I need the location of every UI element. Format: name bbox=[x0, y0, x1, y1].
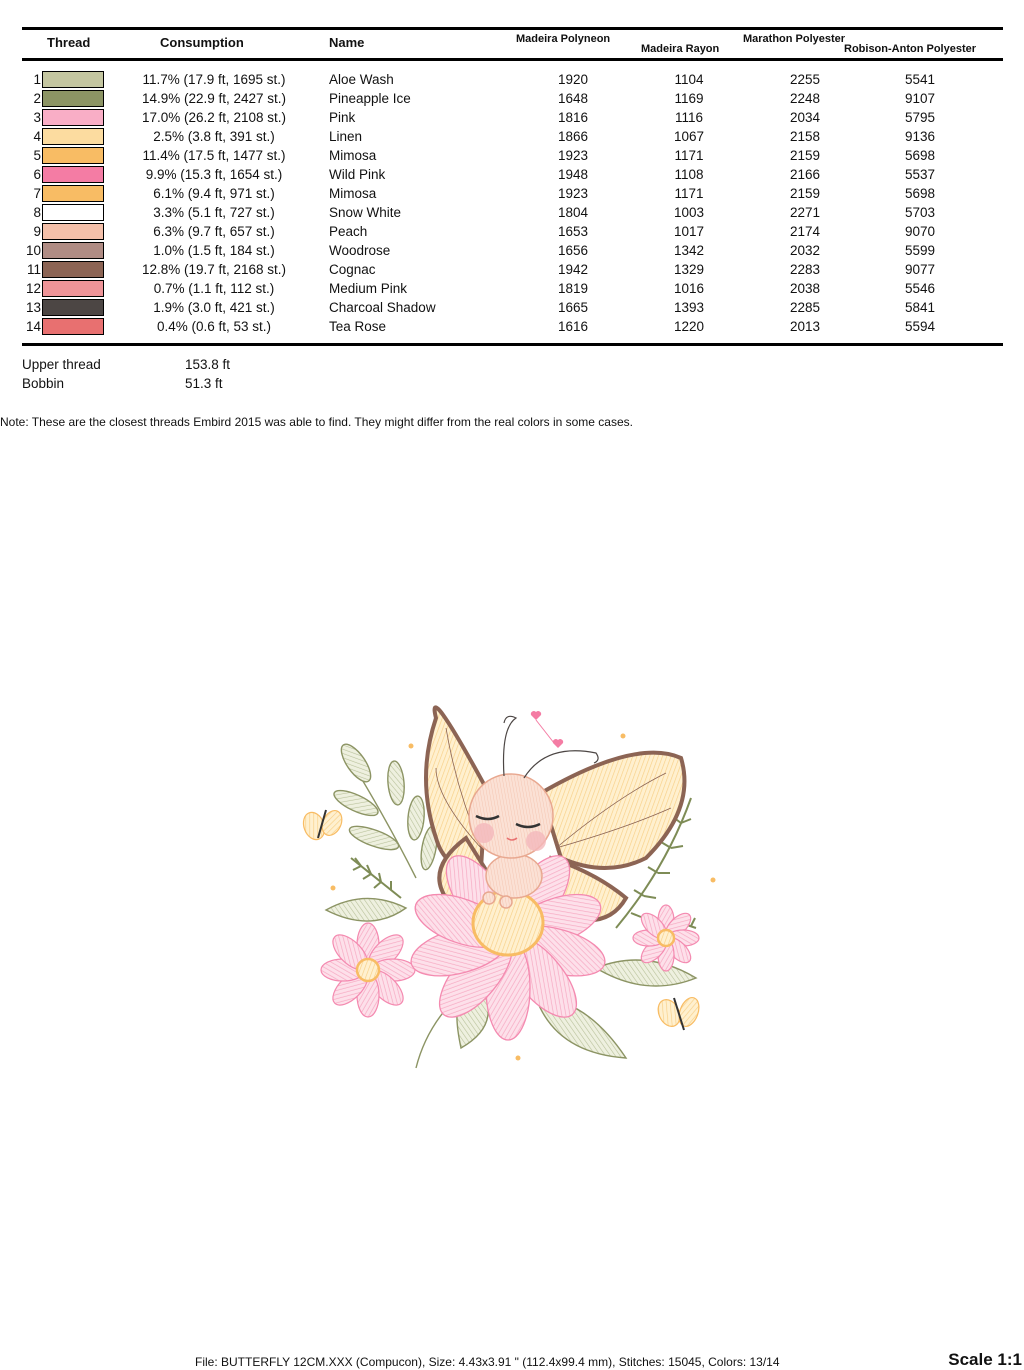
small-flower-right bbox=[633, 905, 699, 971]
color-swatch bbox=[42, 242, 104, 259]
madeira-rayon-code: 1393 bbox=[673, 300, 705, 315]
madeira-polyneon-code: 1948 bbox=[557, 167, 589, 182]
upper-thread-label: Upper thread bbox=[22, 357, 101, 372]
thread-consumption: 1.9% (3.0 ft, 421 st.) bbox=[153, 300, 275, 315]
madeira-rayon-code: 1171 bbox=[674, 186, 704, 201]
thread-consumption: 0.7% (1.1 ft, 112 st.) bbox=[153, 281, 275, 296]
thread-name: Linen bbox=[329, 129, 363, 144]
madeira-rayon-code: 1016 bbox=[673, 281, 705, 296]
robison-anton-polyester-code: 5599 bbox=[904, 243, 936, 258]
robison-anton-polyester-code: 5703 bbox=[904, 205, 936, 220]
thread-index: 12 bbox=[25, 281, 41, 296]
marathon-polyester-code: 2174 bbox=[789, 224, 821, 239]
color-swatch bbox=[42, 223, 104, 240]
marathon-polyester-code: 2248 bbox=[789, 91, 821, 106]
scale-label: Scale 1:1 bbox=[948, 1350, 1022, 1369]
robison-anton-polyester-code: 5541 bbox=[904, 72, 936, 87]
thread-index: 3 bbox=[33, 110, 41, 125]
table-row bbox=[0, 70, 1024, 89]
thread-index: 14 bbox=[25, 319, 41, 334]
madeira-polyneon-code: 1665 bbox=[557, 300, 589, 315]
color-swatch bbox=[42, 166, 104, 183]
color-swatch bbox=[42, 185, 104, 202]
thread-index: 9 bbox=[33, 224, 41, 239]
robison-anton-polyester-code: 5546 bbox=[904, 281, 936, 296]
color-swatch bbox=[42, 299, 104, 316]
robison-anton-polyester-code: 5594 bbox=[904, 319, 936, 334]
thread-name: Aloe Wash bbox=[329, 72, 394, 87]
header-thread: Thread bbox=[47, 35, 91, 50]
thread-name: Medium Pink bbox=[329, 281, 408, 296]
marathon-polyester-code: 2013 bbox=[789, 319, 821, 334]
table-row bbox=[0, 260, 1024, 279]
thread-consumption: 14.9% (22.9 ft, 2427 st.) bbox=[141, 91, 287, 106]
robison-anton-polyester-code: 9070 bbox=[904, 224, 936, 239]
marathon-polyester-code: 2166 bbox=[789, 167, 821, 182]
madeira-polyneon-code: 1656 bbox=[557, 243, 589, 258]
marathon-polyester-code: 2038 bbox=[789, 281, 821, 296]
madeira-rayon-code: 1171 bbox=[674, 148, 704, 163]
robison-anton-polyester-code: 5698 bbox=[904, 186, 936, 201]
robison-anton-polyester-code: 9077 bbox=[904, 262, 936, 277]
thread-index: 10 bbox=[25, 243, 41, 258]
thread-index: 4 bbox=[33, 129, 41, 144]
color-swatch bbox=[42, 71, 104, 88]
embroidery-design-preview bbox=[296, 698, 726, 1088]
header-madeira-polyneon: Madeira Polyneon bbox=[516, 33, 611, 45]
robison-anton-polyester-code: 5795 bbox=[904, 110, 936, 125]
color-swatch bbox=[42, 280, 104, 297]
table-row bbox=[0, 241, 1024, 260]
thread-consumption: 17.0% (26.2 ft, 2108 st.) bbox=[141, 110, 287, 125]
thread-name: Pineapple Ice bbox=[329, 91, 411, 106]
table-row bbox=[0, 108, 1024, 127]
thread-consumption: 6.1% (9.4 ft, 971 st.) bbox=[153, 186, 275, 201]
leaf-branch-left bbox=[331, 740, 440, 878]
thread-consumption: 3.3% (5.1 ft, 727 st.) bbox=[153, 205, 275, 220]
table-row bbox=[0, 184, 1024, 203]
thread-name: Snow White bbox=[329, 205, 402, 220]
table-row bbox=[0, 165, 1024, 184]
madeira-rayon-code: 1116 bbox=[674, 110, 704, 125]
thread-index: 1 bbox=[33, 72, 41, 87]
color-swatch bbox=[42, 90, 104, 107]
thread-consumption: 9.9% (15.3 ft, 1654 st.) bbox=[145, 167, 283, 182]
table-header-rule bbox=[22, 58, 1003, 61]
bobbin-value: 51.3 ft bbox=[185, 376, 223, 391]
madeira-polyneon-code: 1653 bbox=[557, 224, 589, 239]
madeira-polyneon-code: 1804 bbox=[557, 205, 589, 220]
header-marathon-polyester: Marathon Polyester bbox=[743, 33, 846, 45]
thread-index: 13 bbox=[25, 300, 41, 315]
table-row bbox=[0, 317, 1024, 336]
table-row bbox=[0, 89, 1024, 108]
thread-consumption: 12.8% (19.7 ft, 2168 st.) bbox=[141, 262, 287, 277]
thread-name: Mimosa bbox=[329, 186, 377, 201]
thread-name: Charcoal Shadow bbox=[329, 300, 436, 315]
marathon-polyester-code: 2159 bbox=[789, 186, 821, 201]
thread-consumption: 0.4% (0.6 ft, 53 st.) bbox=[156, 319, 272, 334]
file-info: File: BUTTERFLY 12CM.XXX (Compucon), Size: 4.43x3.91 " (112.4x99.4 mm), Stitches: 15045, Colors: 13/14 bbox=[195, 1355, 780, 1369]
thread-name: Pink bbox=[329, 110, 356, 125]
thread-name: Tea Rose bbox=[329, 319, 387, 334]
color-swatch bbox=[42, 261, 104, 278]
madeira-rayon-code: 1169 bbox=[674, 91, 704, 106]
header-consumption: Consumption bbox=[160, 35, 244, 50]
robison-anton-polyester-code: 9136 bbox=[904, 129, 936, 144]
thread-index: 8 bbox=[33, 205, 41, 220]
thread-name: Woodrose bbox=[329, 243, 391, 258]
thread-name: Mimosa bbox=[329, 148, 377, 163]
robison-anton-polyester-code: 5537 bbox=[904, 167, 936, 182]
header-madeira-rayon: Madeira Rayon bbox=[641, 43, 720, 55]
thread-consumption: 2.5% (3.8 ft, 391 st.) bbox=[153, 129, 275, 144]
madeira-polyneon-code: 1942 bbox=[557, 262, 589, 277]
marathon-polyester-code: 2271 bbox=[789, 205, 821, 220]
thread-match-note: Note: These are the closest threads Embird 2015 was able to find. They might differ from the real colors in some cases. bbox=[0, 415, 633, 429]
madeira-rayon-code: 1329 bbox=[673, 262, 705, 277]
madeira-rayon-code: 1067 bbox=[673, 129, 705, 144]
madeira-polyneon-code: 1866 bbox=[557, 129, 589, 144]
thread-consumption: 11.4% (17.5 ft, 1477 st.) bbox=[142, 148, 286, 163]
thread-index: 6 bbox=[33, 167, 41, 182]
thread-index: 2 bbox=[33, 91, 41, 106]
marathon-polyester-code: 2283 bbox=[789, 262, 821, 277]
header-name: Name bbox=[329, 35, 365, 50]
madeira-rayon-code: 1108 bbox=[674, 167, 704, 182]
madeira-rayon-code: 1017 bbox=[673, 224, 705, 239]
small-butterfly-left bbox=[300, 807, 346, 842]
fern-left bbox=[351, 858, 401, 898]
madeira-polyneon-code: 1648 bbox=[557, 91, 589, 106]
color-swatch bbox=[42, 147, 104, 164]
table-row bbox=[0, 298, 1024, 317]
bobbin-label: Bobbin bbox=[22, 376, 65, 391]
marathon-polyester-code: 2158 bbox=[789, 129, 821, 144]
madeira-polyneon-code: 1819 bbox=[557, 281, 589, 296]
madeira-polyneon-code: 1923 bbox=[557, 186, 589, 201]
color-swatch bbox=[42, 109, 104, 126]
header-robison-anton-polyester: Robison-Anton Polyester bbox=[844, 43, 977, 55]
table-row bbox=[0, 279, 1024, 298]
table-top-rule bbox=[22, 27, 1003, 30]
table-row bbox=[0, 146, 1024, 165]
madeira-polyneon-code: 1923 bbox=[557, 148, 589, 163]
thread-consumption: 1.0% (1.5 ft, 184 st.) bbox=[153, 243, 275, 258]
madeira-rayon-code: 1342 bbox=[673, 243, 705, 258]
upper-thread-value: 153.8 ft bbox=[185, 357, 231, 372]
table-row bbox=[0, 222, 1024, 241]
robison-anton-polyester-code: 9107 bbox=[904, 91, 936, 106]
marathon-polyester-code: 2032 bbox=[789, 243, 821, 258]
robison-anton-polyester-code: 5698 bbox=[904, 148, 936, 163]
thread-index: 11 bbox=[26, 262, 41, 277]
thread-consumption: 6.3% (9.7 ft, 657 st.) bbox=[153, 224, 275, 239]
thread-consumption: 11.7% (17.9 ft, 1695 st.) bbox=[142, 72, 286, 87]
marathon-polyester-code: 2255 bbox=[789, 72, 821, 87]
hearts bbox=[531, 711, 563, 748]
madeira-polyneon-code: 1816 bbox=[557, 110, 589, 125]
marathon-polyester-code: 2159 bbox=[789, 148, 821, 163]
small-flower-left bbox=[321, 923, 415, 1017]
robison-anton-polyester-code: 5841 bbox=[904, 300, 936, 315]
madeira-rayon-code: 1003 bbox=[673, 205, 705, 220]
madeira-polyneon-code: 1616 bbox=[557, 319, 589, 334]
color-swatch bbox=[42, 128, 104, 145]
marathon-polyester-code: 2285 bbox=[789, 300, 821, 315]
thread-index: 5 bbox=[33, 148, 41, 163]
table-row bbox=[0, 127, 1024, 146]
thread-name: Cognac bbox=[329, 262, 376, 277]
small-butterfly-right bbox=[654, 995, 703, 1030]
table-bottom-rule bbox=[22, 343, 1003, 346]
madeira-rayon-code: 1104 bbox=[674, 72, 704, 87]
table-row bbox=[0, 203, 1024, 222]
color-swatch bbox=[42, 204, 104, 221]
marathon-polyester-code: 2034 bbox=[789, 110, 821, 125]
thread-index: 7 bbox=[33, 186, 41, 201]
thread-name: Wild Pink bbox=[329, 167, 386, 182]
thread-name: Peach bbox=[329, 224, 368, 239]
madeira-rayon-code: 1220 bbox=[673, 319, 705, 334]
madeira-polyneon-code: 1920 bbox=[557, 72, 589, 87]
color-swatch bbox=[42, 318, 104, 335]
